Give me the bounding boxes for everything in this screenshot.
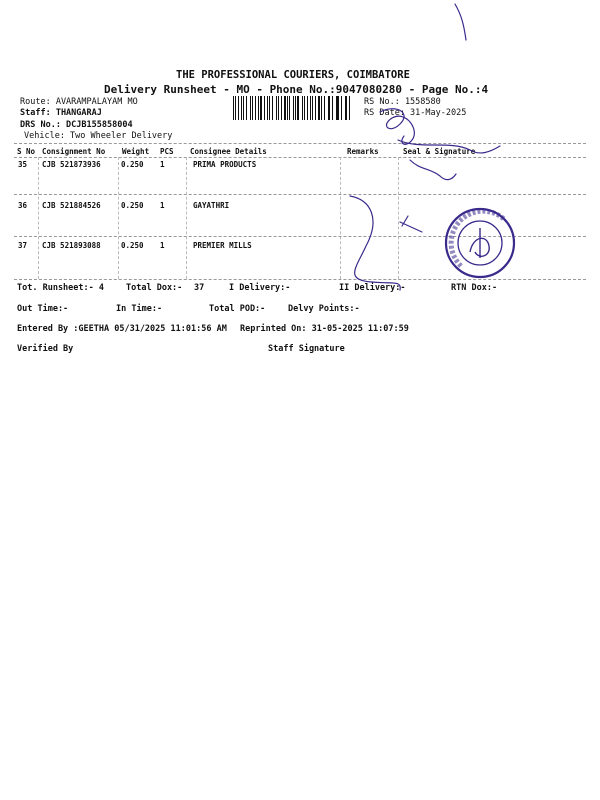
total-pod: Total POD:- — [209, 304, 266, 314]
route-text: Route: AVARAMPALAYAM MO — [20, 97, 138, 107]
col-header-pcs: PCS — [160, 147, 174, 156]
staff-signature: Staff Signature — [268, 344, 345, 354]
runsheet-title: Delivery Runsheet - MO - Phone No.:9047080280 - Page No.:4 — [104, 83, 489, 96]
row-pcs: 1 — [160, 241, 165, 250]
delvy-points: Delvy Points:- — [288, 304, 360, 314]
signature-scribble — [410, 160, 456, 180]
company-seal — [443, 206, 517, 280]
reprinted-on: Reprinted On: 31-05-2025 11:07:59 — [240, 324, 409, 334]
in-time: In Time:- — [116, 304, 163, 314]
verified-by: Verified By — [17, 344, 74, 354]
row-weight: 0.250 — [121, 201, 144, 210]
rs-number: RS No.: 1558580 — [364, 97, 441, 107]
total-dox-label: Total Dox:- — [126, 283, 183, 293]
signature-scribble — [380, 109, 414, 145]
row-consignment: CJB 521893088 — [42, 241, 101, 250]
rtn-dox: RTN Dox:- — [451, 283, 498, 293]
row-consignment: CJB 521873936 — [42, 160, 101, 169]
row-sno: 37 — [18, 241, 28, 250]
col-header-remarks: Remarks — [347, 147, 379, 156]
row-pcs: 1 — [160, 160, 165, 169]
drs-number: DRS No.: DCJB155858004 — [20, 120, 133, 130]
col-header-consignment: Consignment No — [42, 147, 106, 156]
rs-date: RS Date: 31-May-2025 — [364, 108, 467, 118]
row-sno: 36 — [18, 201, 28, 210]
ii-delivery: II Delivery:- — [339, 283, 406, 293]
row-consignee: GAYATHRI — [193, 201, 230, 210]
company-title: THE PROFESSIONAL COURIERS, COIMBATORE — [176, 69, 410, 81]
total-dox-value: 37 — [194, 283, 205, 293]
total-runsheet: Tot. Runsheet:- 4 — [17, 283, 104, 293]
row-weight: 0.250 — [121, 160, 144, 169]
i-delivery: I Delivery:- — [229, 283, 291, 293]
col-header-sno: S No — [17, 147, 36, 156]
col-header-weight: Weight — [122, 147, 150, 156]
signature-scribble — [350, 196, 400, 290]
row-consignment: CJB 521884526 — [42, 201, 101, 210]
col-header-consignee: Consignee Details — [190, 147, 267, 156]
row-pcs: 1 — [160, 201, 165, 210]
row-weight: 0.250 — [121, 241, 144, 250]
row-consignee: PRIMA PRODUCTS — [193, 160, 257, 169]
staff-text: Staff: THANGARAJ — [20, 108, 102, 118]
out-time: Out Time:- — [17, 304, 69, 314]
signature-scribble — [400, 216, 422, 232]
signature-scribble — [398, 140, 500, 153]
row-consignee: PREMIER MILLS — [193, 241, 252, 250]
row-sno: 35 — [18, 160, 28, 169]
entered-by: Entered By :GEETHA 05/31/2025 11:01:56 AM — [17, 324, 227, 334]
vehicle-text: Vehicle: Two Wheeler Delivery — [24, 131, 173, 141]
signature-scribble — [455, 4, 466, 40]
col-header-seal-signature: Seal & Signature — [403, 147, 476, 156]
